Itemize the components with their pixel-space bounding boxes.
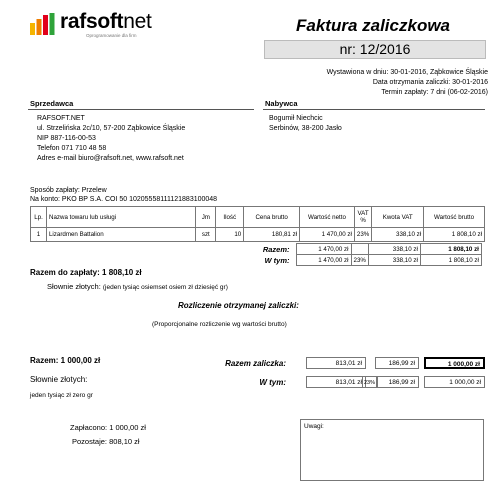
col-header: Cena brutto [244, 207, 300, 228]
total-row [184, 244, 481, 255]
advance-heading: Rozliczenie otrzymanej zaliczki: [178, 301, 299, 310]
advance-wtym-vat: 186,99 zł [377, 376, 419, 388]
col-header: Lp. [31, 207, 47, 228]
logo-wordmark [60, 10, 152, 34]
cell: 1 808,10 zł [424, 228, 485, 242]
payment-method: Sposób zapłaty: Przelew [30, 187, 107, 194]
col-header: Wartość netto [300, 207, 355, 228]
words-value: (jeden tysiąc osiemset osiem zł dziesięć gr) [102, 284, 228, 291]
cell: 1 470,00 zł [300, 228, 355, 242]
remarks-box [300, 419, 484, 481]
of-which-brutto: 1 808,10 zł [420, 255, 481, 266]
col-header: Nazwa towaru lub usługi [46, 207, 195, 228]
buyer-divider [263, 109, 485, 110]
advance-note: (Proporcjonalne rozliczenie wg wartości brutto) [152, 321, 287, 328]
logo-brand-light: net [123, 10, 152, 33]
advance-wtym-netto: 813,01 zł [306, 376, 366, 388]
cell: 338,10 zł [372, 228, 424, 242]
seller-address: ul. Strzelińska 2c/10, 57-200 Ząbkowice Śląskie [37, 125, 186, 132]
remaining-amount: Pozostaje: 808,10 zł [72, 437, 140, 446]
invoice-number: nr: 12/2016 [264, 40, 486, 59]
amount-to-pay: Razem do zapłaty: 1 808,10 zł [30, 268, 142, 277]
cell: 23% [354, 228, 371, 242]
cell: szt [196, 228, 216, 242]
advance-wtym-vat-pct: 23% [362, 376, 377, 388]
buyer-details [269, 114, 342, 134]
items-table [30, 206, 485, 242]
cell: 180,81 zł [244, 228, 300, 242]
remarks-label: Uwagi: [304, 423, 324, 430]
of-which-row [184, 255, 481, 266]
words-label: Słownie złotych: [47, 282, 101, 291]
buyer-heading: Nabywca [265, 99, 298, 108]
total-netto: 1 470,00 zł [296, 244, 351, 255]
col-header: Ilość [216, 207, 244, 228]
buyer-address: Serbinów, 38-200 Jasło [269, 125, 342, 132]
issue-date: Wystawiona w dniu: 30-01-2016, Ząbkowice Śląskie [326, 69, 488, 76]
table-row [31, 228, 485, 242]
advance-words-label: Słownie złotych: [30, 375, 88, 384]
payment-info [30, 186, 217, 204]
advance-received-date: Data otrzymania zaliczki: 30-01-2016 [372, 79, 488, 86]
payment-account: Na konto: PKO BP S.A. COI 50 10205558111121883100048 [30, 196, 218, 203]
buyer-name: Bogumił Niechcic [269, 115, 323, 122]
items-table-header [31, 207, 485, 228]
seller-contact: Adres e-mail biuro@rafsoft.net, www.rafsoft.net [37, 155, 184, 162]
advance-razem-brutto: 1 000,00 zł [424, 357, 485, 369]
advance-wtym-label: W tym: [259, 378, 286, 387]
advance-wtym-brutto: 1 000,00 zł [424, 376, 485, 388]
seller-details [37, 114, 185, 164]
advance-razem-vat: 186,99 zł [375, 357, 419, 369]
amount-in-words [47, 282, 228, 291]
col-header: Jm [196, 207, 216, 228]
seller-divider [28, 109, 254, 110]
of-which-label: W tym: [264, 255, 290, 265]
of-which-vat: 338,10 zł [368, 255, 420, 266]
cell: 1 [31, 228, 47, 242]
advance-words-value: jeden tysiąc zł zero gr [30, 392, 93, 399]
advance-razem-netto: 813,01 zł [306, 357, 366, 369]
seller-phone: Telefon 071 710 48 58 [37, 145, 107, 152]
paid-amount: Zapłacono: 1 000,00 zł [70, 423, 146, 432]
col-header: VAT % [354, 207, 371, 228]
issue-info [327, 68, 488, 98]
total-brutto: 1 808,10 zł [420, 244, 481, 255]
total-vat-pct [351, 244, 368, 255]
advance-razem-label: Razem zaliczka: [225, 359, 286, 368]
col-header: Wartość brutto [424, 207, 485, 228]
logo-brand-bold: rafsoft [60, 10, 124, 33]
advance-total: Razem: 1 000,00 zł [30, 356, 101, 365]
seller-nip: NIP 887-116-00-53 [37, 135, 96, 142]
logo-tagline: Oprogramowanie dla firm [86, 33, 137, 38]
seller-heading: Sprzedawca [30, 99, 74, 108]
payment-due: Termin zapłaty: 7 dni (06-02-2016) [381, 89, 488, 96]
of-which-netto: 1 470,00 zł [296, 255, 351, 266]
total-vat: 338,10 zł [368, 244, 420, 255]
total-label: Razem: [262, 244, 290, 254]
of-which-vat-pct: 23% [351, 255, 368, 266]
invoice-title: Faktura zaliczkowa [296, 16, 451, 35]
cell: 10 [216, 228, 244, 242]
col-header: Kwota VAT [372, 207, 424, 228]
items-totals [184, 243, 482, 266]
cell: Lizardmen Battalion [46, 228, 195, 242]
logo-icon [30, 13, 56, 35]
seller-name: RAFSOFT.NET [37, 115, 85, 122]
